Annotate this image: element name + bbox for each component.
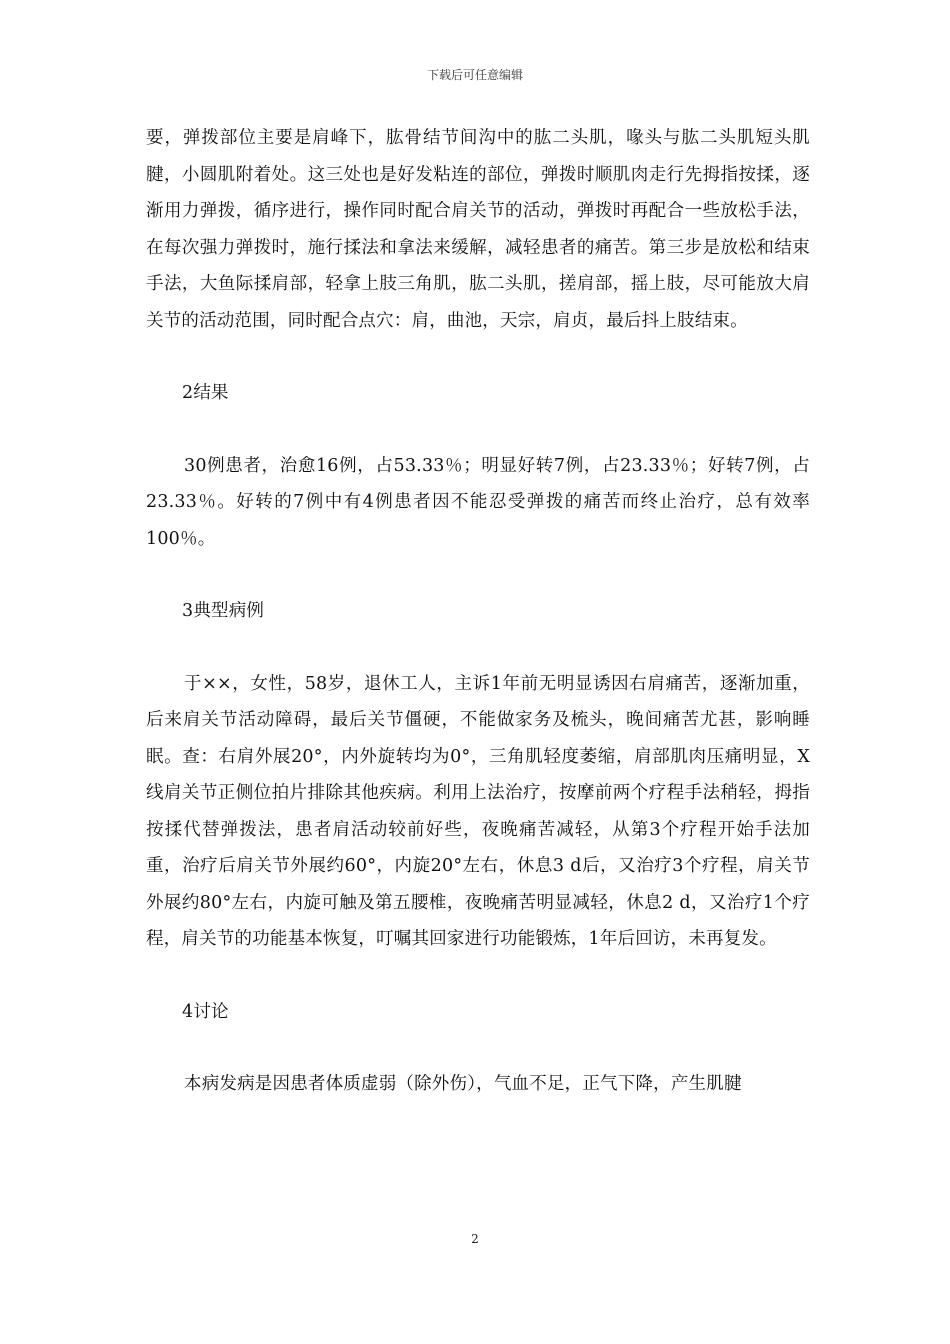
spacer	[146, 630, 810, 666]
section-heading-typical-case: 3典型病例	[182, 601, 265, 621]
section-heading-discussion: 4讨论	[182, 1001, 229, 1022]
section-heading-results: 2结果	[182, 383, 229, 403]
paragraph-results: 30例患者，治愈16例，占53.33％；明显好转7例，占23.33％；好转7例，占23.33％。好转的7例中有4例患者因不能忍受弹拨的痛苦而终止治疗，总有效率100％。	[146, 455, 810, 549]
spacer	[146, 412, 810, 448]
paragraph-discussion: 本病发病是因患者体质虚弱（除外伤），气血不足，正气下降，产生肌腱	[184, 1074, 742, 1094]
paragraph-continued: 要，弹拨部位主要是肩峰下，肱骨结节间沟中的肱二头肌，喙头与肱二头肌短头肌腱，小圆肌附着处。这三处也是好发粘连的部位，弹拨时顺肌肉走行先拇指按揉，逐渐用力弹拨，循序进行，操作同时配合肩关节的活动，弹拨时再配合一些放松手法，在每次强力弹拨时，施行揉法和拿法来缓解，减轻患者的痛苦。第三步是放松和结束手法，大鱼际揉肩部，轻拿上肢三角肌，肱二头肌，搓肩部，摇上肢，尽可能放大肩关节的活动范围，同时配合点穴：肩，曲池，天宗，肩贞，最后抖上肢结束。	[146, 128, 810, 331]
paragraph-typical-case: 于××，女性，58岁，退休工人，主诉1年前无明显诱因右肩痛苦，逐渐加重，后来肩关节活动障碍，最后关节僵硬，不能做家务及梳头，晚间痛苦尤甚，影响睡眠。查：右肩外展20°，内外旋转均为0°，三角肌轻度萎缩，肩部肌肉压痛明显，X线肩关节正侧位拍片排除其他疾病。利用上法治疗，按摩前两个疗程手法稍轻，拇指按揉代替弹拨法，患者肩活动较前好些，夜晚痛苦减轻，从第3个疗程开始手法加重，治疗后肩关节外展约60°，内旋20°左右，休息3 d后，又治疗3个疗程，肩关节外展约80°左右，内旋可触及第五腰椎，夜晚痛苦明显减轻，休息2 d，又治疗1个疗程，肩关节的功能基本恢复，叮嘱其回家进行功能锻炼，1年后回访，未再复发。	[146, 673, 810, 949]
spacer	[146, 958, 810, 994]
document-body	[146, 120, 810, 1103]
page-number: 2	[471, 1232, 479, 1246]
page-header: 下载后可任意编辑	[426, 68, 523, 82]
spacer	[146, 1030, 810, 1066]
spacer	[146, 557, 810, 593]
spacer	[146, 339, 810, 375]
